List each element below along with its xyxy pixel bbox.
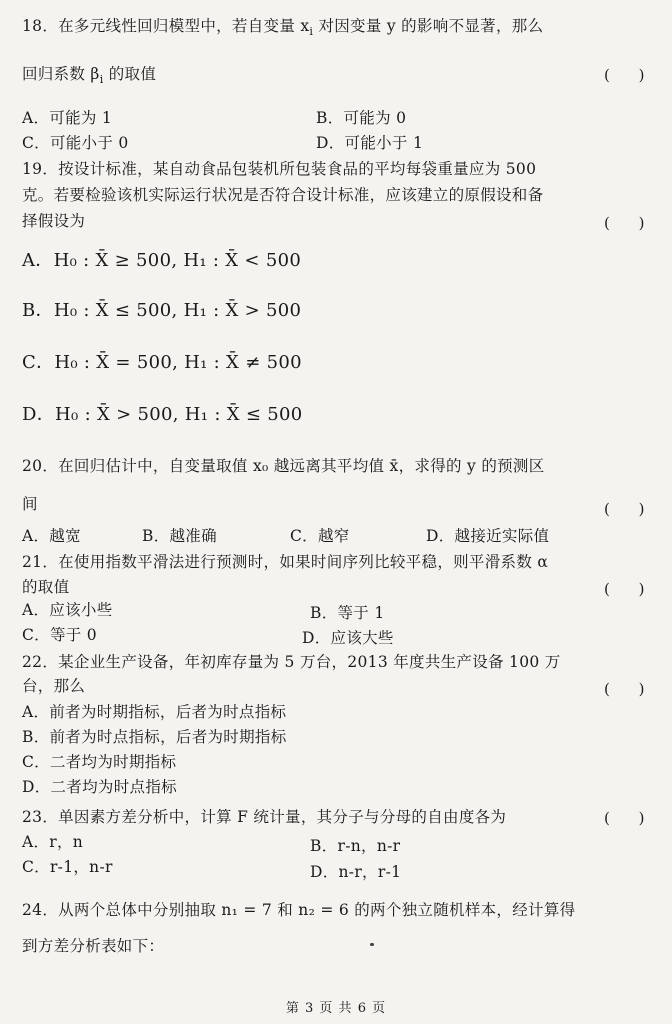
q23-option-b: B．r-n，n-r <box>310 837 401 855</box>
q23-line1: 23．单因素方差分析中，计算 F 统计量，其分子与分母的自由度各为 <box>22 808 507 826</box>
q18-line2: 回归系数 $\beta_i$ 的取值 <box>22 65 157 87</box>
page-footer: 第 3 页 共 6 页 <box>285 1001 387 1016</box>
q23-option-d: D．n-r，r-1 <box>310 863 402 881</box>
scan-speck <box>370 943 374 946</box>
q20-option-c: C．越窄 <box>290 527 350 545</box>
q22-line2: 台，那么 <box>22 677 86 695</box>
q21-option-a: A．应该小些 <box>22 601 113 619</box>
q20-line1: 20．在回归估计中，自变量取值 x₀ 越远离其平均值 x̄，求得的 y 的预测区 <box>22 457 545 475</box>
q18-option-d: D．可能小于 1 <box>316 134 424 152</box>
q20-line2: 间 <box>22 495 38 513</box>
q19-option-d: D．H₀ : X̄ > 500, H₁ : X̄ ≤ 500 <box>22 404 303 425</box>
q18-option-a: A．可能为 1 <box>22 109 113 127</box>
q18-option-c: C．可能小于 0 <box>22 134 129 152</box>
q18-option-b: B．可能为 0 <box>316 109 407 127</box>
q19-answer-paren: ( ) <box>604 214 657 232</box>
q21-line1: 21．在使用指数平滑法进行预测时，如果时间序列比较平稳，则平滑系数 α <box>22 553 549 571</box>
q24-line1: 24．从两个总体中分别抽取 n₁ = 7 和 n₂ = 6 的两个独立随机样本，经计算得 <box>22 901 576 919</box>
q20-answer-paren: ( ) <box>604 500 657 518</box>
q19-line2: 克。若要检验该机实际运行状况是否符合设计标准，应该建立的原假设和备 <box>22 186 544 204</box>
q22-option-a: A．前者为时期指标，后者为时点指标 <box>22 703 287 721</box>
q20-option-b: B．越准确 <box>142 527 217 545</box>
q21-option-b: B．等于 1 <box>310 604 385 622</box>
q19-option-a: A．H₀ : X̄ ≥ 500, H₁ : X̄ < 500 <box>22 250 302 271</box>
q24-line2: 到方差分析表如下： <box>22 937 165 955</box>
q22-option-b: B．前者为时点指标，后者为时期指标 <box>22 728 287 746</box>
q21-option-d: D．应该大些 <box>302 629 394 647</box>
q23-option-c: C．r-1，n-r <box>22 858 113 876</box>
q19-line3: 择假设为 <box>22 212 86 230</box>
q22-answer-paren: ( ) <box>604 680 657 698</box>
q18-line1: 18．在多元线性回归模型中，若自变量 $x_i$ 对因变量 y 的影响不显著，那么 <box>22 17 544 39</box>
q18-answer-paren: ( ) <box>604 66 657 84</box>
q20-option-a: A．越宽 <box>22 527 81 545</box>
q21-line2: 的取值 <box>22 578 70 596</box>
q19-line1: 19．按设计标准，某自动食品包装机所包装食品的平均每袋重量应为 500 <box>22 160 537 178</box>
q23-option-a: A．r，n <box>22 833 84 851</box>
q23-answer-paren: ( ) <box>604 809 657 827</box>
q21-option-c: C．等于 0 <box>22 626 97 644</box>
q19-option-c: C．H₀ : X̄ = 500, H₁ : X̄ ≠ 500 <box>22 352 302 373</box>
q22-line1: 22．某企业生产设备，年初库存量为 5 万台，2013 年度共生产设备 100 万 <box>22 653 561 671</box>
q19-option-b: B．H₀ : X̄ ≤ 500, H₁ : X̄ > 500 <box>22 300 302 321</box>
q22-option-c: C．二者均为时期指标 <box>22 753 177 771</box>
q20-option-d: D．越接近实际值 <box>426 527 550 545</box>
q22-option-d: D．二者均为时点指标 <box>22 778 177 796</box>
q21-answer-paren: ( ) <box>604 580 657 598</box>
